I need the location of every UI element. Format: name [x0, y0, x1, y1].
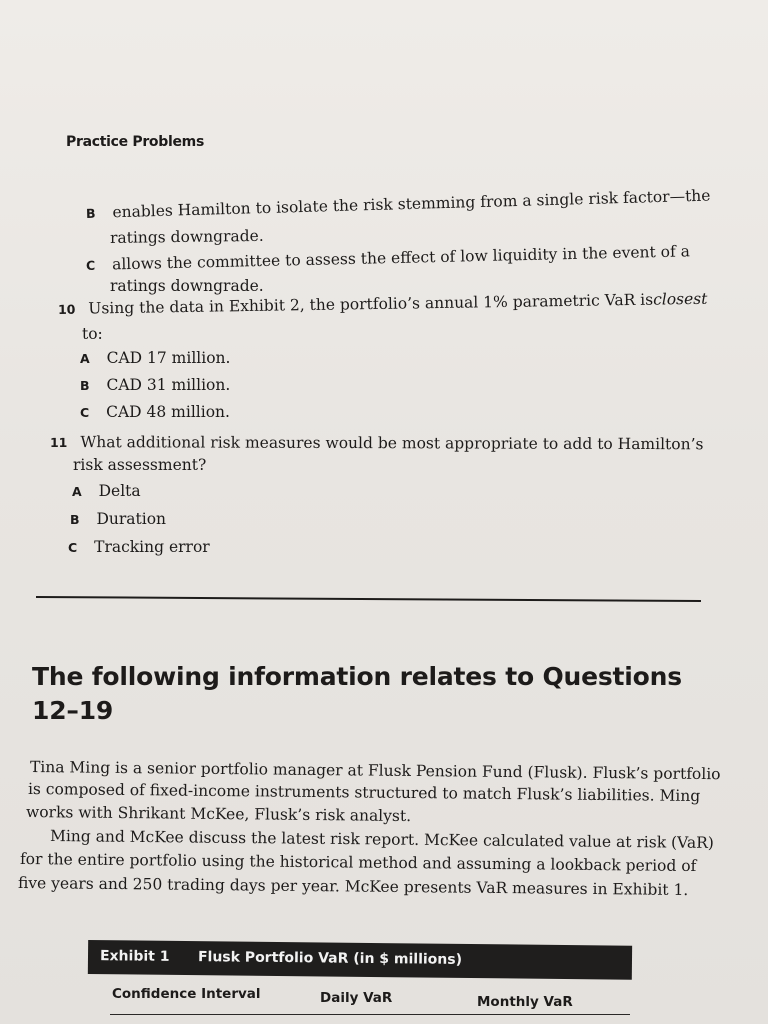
q10-option-b — [80, 376, 230, 394]
option-text: CAD 48 million. — [106, 403, 230, 421]
paragraph-line: for the entire portfolio using the historical method and assuming a lookback period of — [19, 850, 697, 876]
paragraph-line: five years and 250 trading days per year. McKee presents VaR measures in Exhibit 1. — [17, 874, 689, 900]
q9-option-c — [86, 242, 690, 274]
q11-option-c — [68, 538, 210, 556]
question-number: 10 — [57, 301, 76, 317]
column-header-confidence: Confidence Interval — [112, 986, 261, 1002]
column-header-daily-var: Daily VaR — [320, 990, 393, 1006]
paragraph-line: Ming and McKee discuss the latest risk report. McKee calculated value at risk (VaR) — [49, 827, 714, 852]
option-letter: A — [80, 351, 90, 366]
question-emphasis: closest — [652, 289, 708, 309]
paragraph-line: works with Shrikant McKee, Flusk’s risk analyst. — [25, 803, 412, 826]
running-head: Practice Problems — [66, 134, 204, 150]
option-text-line: allows the committee to assess the effect of low liquidity in the event of a — [111, 242, 691, 274]
q10-option-a — [80, 349, 230, 367]
option-text: CAD 31 million. — [106, 376, 231, 394]
q11-option-a — [72, 482, 141, 500]
question-11-cont: risk assessment? — [73, 456, 207, 474]
section-heading: The following information relates to Questions 12–19 — [32, 662, 682, 725]
option-letter: B — [80, 378, 90, 393]
q9-option-c-cont: ratings downgrade. — [110, 277, 264, 295]
option-text-line: enables Hamilton to isolate the risk stemming from a single risk factor—the — [112, 186, 711, 222]
option-letter: B — [85, 205, 96, 221]
option-text: Tracking error — [94, 538, 210, 556]
option-text: Duration — [96, 510, 167, 528]
paragraph-line: is composed of fixed-income instruments structured to match Flusk’s liabilities. Ming — [27, 780, 701, 806]
section-divider — [36, 596, 701, 602]
table-rule — [110, 1014, 630, 1015]
question-text-line: What additional risk measures would be most appropriate to add to Hamilton’s — [80, 433, 704, 454]
paragraph-line: Tina Ming is a senior portfolio manager at Flusk Pension Fund (Flusk). Flusk’s portfolio — [29, 758, 721, 784]
exhibit-header — [88, 940, 632, 980]
q9-option-b — [86, 187, 711, 222]
q9-option-b-cont: ratings downgrade. — [109, 226, 264, 247]
q11-option-b — [70, 510, 166, 528]
option-text: Delta — [98, 482, 141, 500]
q10-option-c — [80, 403, 230, 421]
question-text-line: Using the data in Exhibit 2, the portfolio’s annual 1% parametric VaR is — [88, 290, 654, 318]
exhibit-label: Exhibit 1 — [99, 948, 170, 965]
column-header-monthly-var: Monthly VaR — [477, 994, 573, 1010]
option-text: CAD 17 million. — [106, 349, 231, 367]
question-number: 11 — [49, 435, 68, 451]
option-letter: C — [68, 540, 78, 555]
question-11 — [50, 433, 704, 453]
option-letter: C — [85, 257, 96, 273]
question-10-cont: to: — [82, 325, 103, 343]
option-letter: A — [72, 484, 82, 499]
option-letter: C — [80, 405, 90, 420]
option-letter: B — [70, 512, 80, 527]
exhibit-title: Flusk Portfolio VaR (in $ millions) — [197, 949, 463, 968]
